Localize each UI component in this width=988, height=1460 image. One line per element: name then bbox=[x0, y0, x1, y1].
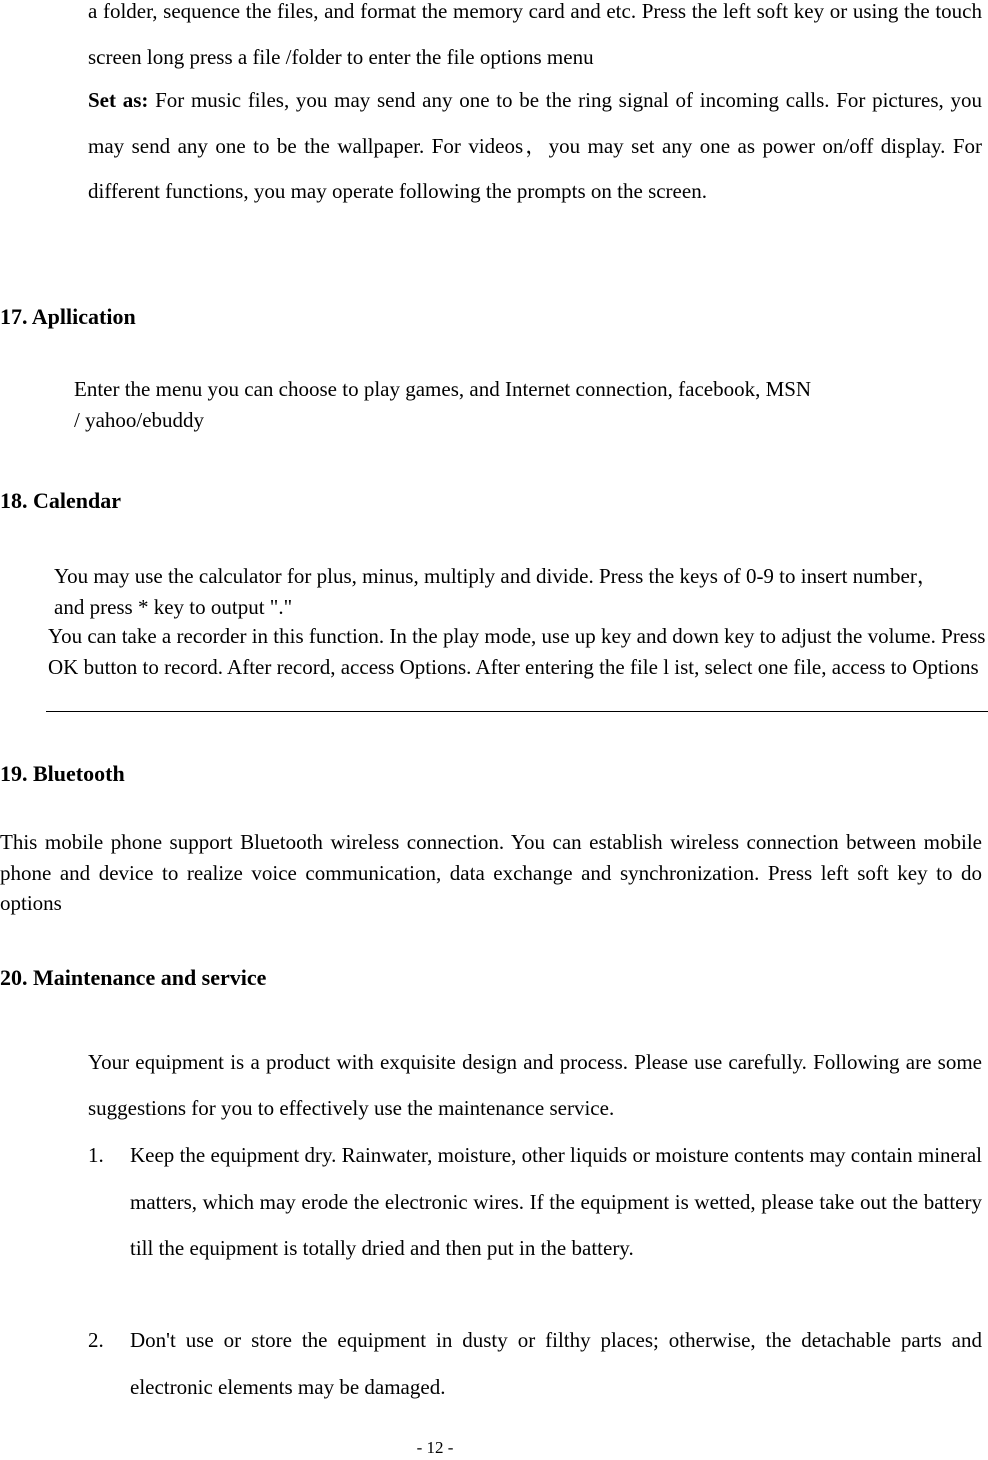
set-as-paragraph bbox=[88, 78, 982, 215]
set-as-text: For music files, you may send any one to be the ring signal of incoming calls. For pictures, you may send any one to be the wallpaper. For videos，you may set any one as power on/off display. For different functions, you may operate following the prompts on the screen. bbox=[88, 88, 982, 203]
section-heading-bluetooth: 19. Bluetooth bbox=[0, 761, 125, 786]
intro-paragraph bbox=[88, 0, 982, 80]
application-body-line1: Enter the menu you can choose to play games, and Internet connection, facebook, MSN bbox=[74, 377, 812, 401]
intro-text: a folder, sequence the files, and format the memory card and etc. Press the left soft key or using the touch screen long press a file /folder to enter the file options menu bbox=[88, 0, 982, 69]
maintenance-list-item bbox=[88, 1317, 982, 1410]
set-as-label: Set as: bbox=[88, 88, 149, 112]
maintenance-intro: Your equipment is a product with exquisite design and process. Please use carefully. Following are some suggestions for you to effectively use the maintenance service. bbox=[88, 1050, 982, 1120]
list-item-text: Don't use or store the equipment in dusty or filthy places; otherwise, the detachable parts and electronic elements may be damaged. bbox=[130, 1328, 982, 1399]
maintenance-list-item bbox=[88, 1132, 982, 1318]
list-item-text: Keep the equipment dry. Rainwater, moisture, other liquids or moisture contents may contain mineral matters, which may erode the electronic wires. If the equipment is wetted, please take out the battery till the equipment is totally dried and then put in the battery. bbox=[130, 1143, 982, 1260]
page-number: - 12 - bbox=[416, 1438, 454, 1457]
section-heading-calendar: 18. Calendar bbox=[0, 488, 121, 513]
calendar-recorder-text: You can take a recorder in this function. In the play mode, use up key and down key to adjust the volume. Press OK button to record. After record, access Options. After entering the file l ist, select one file, access to Options bbox=[48, 624, 986, 679]
calendar-calculator-text: You may use the calculator for plus, minus, multiply and divide. Press the keys of 0-9 to insert number，and press * key to output "." bbox=[54, 564, 938, 619]
section-divider bbox=[46, 711, 988, 712]
application-body-line2: / yahoo/ebuddy bbox=[74, 408, 205, 432]
application-body bbox=[74, 374, 974, 436]
list-item-number: 2. bbox=[88, 1328, 104, 1352]
section-heading-application: 17. Apllication bbox=[0, 304, 136, 329]
bluetooth-body: This mobile phone support Bluetooth wireless connection. You can establish wireless connection between mobile phone and device to realize voice communication, data exchange and synchronization. Press left soft key to do options bbox=[0, 830, 982, 915]
section-heading-maintenance: 20. Maintenance and service bbox=[0, 965, 267, 990]
list-item-number: 1. bbox=[88, 1143, 104, 1167]
